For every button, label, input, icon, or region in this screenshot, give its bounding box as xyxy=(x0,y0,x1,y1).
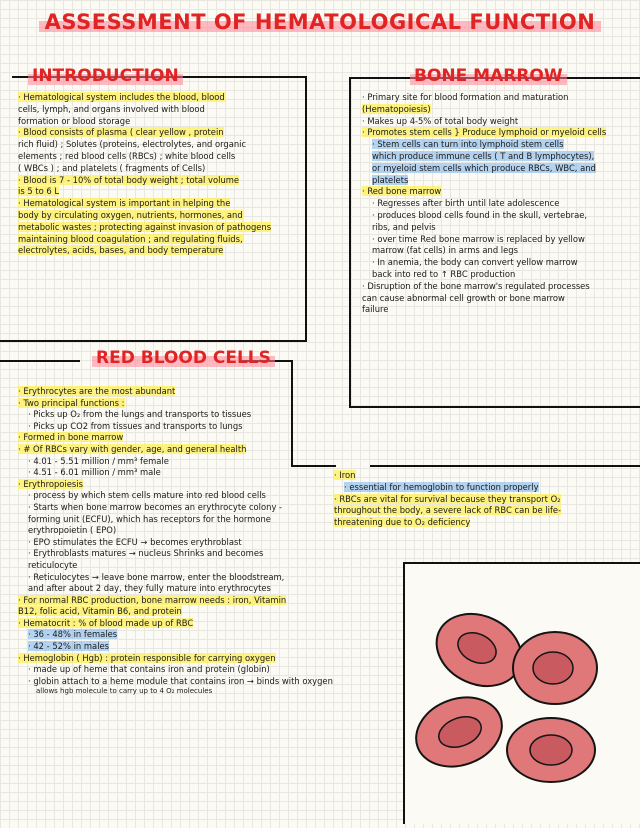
rbc-line: · Starts when bone marrow becomes an erythrocyte colony - xyxy=(28,501,283,512)
red-blood-cells-icon xyxy=(405,564,640,824)
rbc-line: · process by which stem cells mature into red blood cells xyxy=(28,490,266,501)
marrow-line: · Stem cells can turn into lymphoid stem cells xyxy=(372,139,564,150)
intro-line: · Hematological system is important in helping the xyxy=(18,198,231,209)
marrow-line: · In anemia, the body can convert yellow marrow xyxy=(372,257,578,268)
rbc-notes xyxy=(18,386,348,695)
rbc-cell-center xyxy=(533,652,573,684)
marrow-line: · Regresses after birth until late adolescence xyxy=(372,198,560,209)
marrow-box-bottom xyxy=(349,406,640,408)
marrow-line: or myeloid stem cells which produce RBCs, WBC, and xyxy=(372,162,596,173)
rbc-line: · Hemoglobin ( Hgb) : protein responsible for carrying oxygen xyxy=(18,652,276,663)
intro-line: · Blood is 7 - 10% of total body weight ; total volume xyxy=(18,174,240,185)
intro-line: · Hematological system includes the blood, blood xyxy=(18,92,225,102)
marrow-line: marrow (fat cells) in arms and legs xyxy=(372,245,518,256)
rbc-line: · made up of heme that contains iron and protein (globin) xyxy=(28,664,270,675)
rbc-line: · 42 - 52% in males xyxy=(28,641,110,652)
intro-line: body by circulating oxygen, nutrients, hormones, and xyxy=(18,209,243,220)
page-title: ASSESSMENT OF HEMATOLOGICAL FUNCTION xyxy=(0,10,640,34)
rbc-line: · EPO stimulates the ECFU → becomes erythroblast xyxy=(28,536,242,547)
rbc-line: · Reticulocytes → leave bone marrow, enter the bloodstream, xyxy=(28,571,285,582)
rbc-line: B12, folic acid, Vitamin B6, and protein xyxy=(18,606,182,617)
rbc-line: · Formed in bone marrow xyxy=(18,432,124,443)
rbc-line: · 36 - 48% in females xyxy=(28,629,118,640)
intro-line: metabolic wastes ; protecting against invasion of pathogens xyxy=(18,221,272,232)
rbc-cell-center xyxy=(530,735,572,765)
intro-line: cells, lymph, and organs involved with blood xyxy=(18,103,205,114)
marrow-line: which produce immune cells ( T and B lymphocytes), xyxy=(372,150,595,161)
rbc-line: · globin attach to a heme module that contains iron → binds with oxygen xyxy=(28,675,333,686)
marrow-line: (Hematopoiesis) xyxy=(362,103,431,114)
marrow-line: can cause abnormal cell growth or bone marrow xyxy=(362,292,565,303)
intro-line: ( WBCs ) ; and platelets ( fragments of Cells) xyxy=(18,162,206,173)
rbc-line: · 4.01 - 5.51 million / mm³ female xyxy=(28,455,169,466)
rbc-line: · 4.51 - 6.01 million / mm³ male xyxy=(28,467,161,478)
rbc-line: · For normal RBC production, bone marrow needs : iron, Vitamin xyxy=(18,594,287,605)
iron-line: · essential for hemoglobin to function properly xyxy=(344,481,539,492)
rbc-line: and after about 2 day, they fully mature into erythrocytes xyxy=(28,583,271,594)
iron-line: · Iron xyxy=(334,470,356,480)
red-blood-cells-illustration xyxy=(403,562,640,824)
marrow-line: · Promotes stem cells } Produce lymphoid or myeloid cells xyxy=(362,127,607,138)
intro-line: · Blood consists of plasma ( clear yellow , protein xyxy=(18,127,224,138)
intro-box-bottom xyxy=(0,340,307,342)
marrow-line: ribs, and pelvis xyxy=(372,221,436,232)
marrow-line: platelets xyxy=(372,174,409,185)
marrow-line: · Primary site for blood formation and maturation xyxy=(362,92,569,102)
intro-line: elements ; red blood cells (RBCs) ; white blood cells xyxy=(18,150,236,161)
rbc-line: · Two principal functions : xyxy=(18,397,125,408)
intro-line: rich fluid) ; Solutes (proteins, electrolytes, and organic xyxy=(18,139,247,150)
iron-line: throughout the body, a severe lack of RBC can be life- xyxy=(334,505,562,516)
marrow-line: · Red bone marrow xyxy=(362,186,442,197)
rbc-heading: RED BLOOD CELLS xyxy=(92,348,275,368)
marrow-line: · Makes up 4-5% of total body weight xyxy=(362,115,519,126)
marrow-line: · produces blood cells found in the skull, vertebrae, xyxy=(372,209,588,220)
iron-box-top xyxy=(370,465,640,467)
rbc-line: · Hematocrit : % of blood made up of RBC xyxy=(18,617,194,628)
marrow-line: · over time Red bone marrow is replaced by yellow xyxy=(372,233,585,244)
rbc-line: · Picks up O₂ from the lungs and transports to tissues xyxy=(28,409,252,420)
rbc-box-top-left xyxy=(0,360,80,362)
rbc-line: forming unit (ECFU), which has receptors for the hormone xyxy=(28,513,271,524)
iron-line: · RBCs are vital for survival because they transport O₂ xyxy=(334,493,561,504)
rbc-line: allows hgb molecule to carry up to 4 O₂ molecules xyxy=(36,687,213,696)
intro-notes xyxy=(18,92,300,257)
rbc-line: · Erythropoiesis xyxy=(18,478,83,489)
iron-line: threatening due to O₂ deficiency xyxy=(334,517,471,528)
iron-notes xyxy=(334,470,638,529)
intro-box-right xyxy=(305,76,307,342)
rbc-line: · Erythrocytes are the most abundant xyxy=(18,386,176,396)
rbc-line: · Picks up CO2 from tissues and transports to lungs xyxy=(28,420,243,431)
marrow-heading: BONE MARROW xyxy=(410,66,567,86)
intro-heading: INTRODUCTION xyxy=(28,66,183,86)
marrow-line: back into red to ↑ RBC production xyxy=(372,268,516,279)
intro-line: electrolytes, acids, bases, and body temperature xyxy=(18,245,224,256)
rbc-line: · Erythroblasts matures → nucleus Shrinks and becomes xyxy=(28,548,264,559)
rbc-line: reticulocyte xyxy=(28,559,78,570)
rbc-line: · # Of RBCs vary with gender, age, and general health xyxy=(18,443,247,454)
intro-line: maintaining blood coagulation ; and regulating fluids, xyxy=(18,233,243,244)
marrow-line: · Disruption of the bone marrow's regulated processes xyxy=(362,280,590,291)
intro-line: formation or blood storage xyxy=(18,115,131,126)
intro-line: is 5 to 6 L xyxy=(18,186,60,197)
rbc-line: erythropoietin ( EPO) xyxy=(28,525,117,536)
marrow-box-left xyxy=(349,77,351,407)
marrow-notes xyxy=(362,92,638,316)
marrow-line: failure xyxy=(362,304,389,315)
